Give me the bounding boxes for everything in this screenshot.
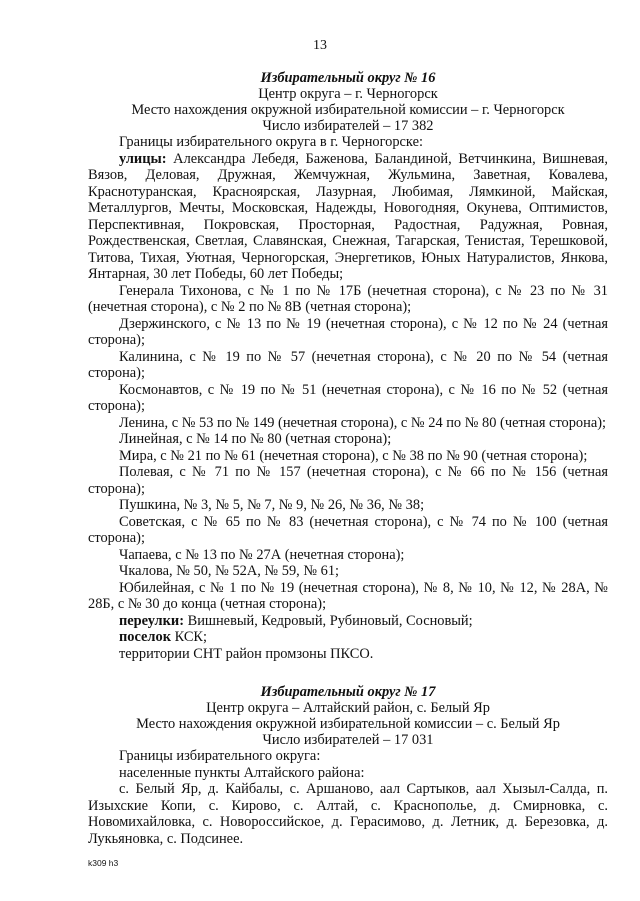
district-16-title: Избирательный округ № 16 bbox=[260, 70, 436, 86]
district-16-street-items bbox=[88, 283, 608, 613]
street-item: Линейная, с № 14 по № 80 (четная сторона); bbox=[119, 431, 392, 447]
streets-list: Александра Лебедя, Баженова, Баландиной, Ветчинкина, Вишневая, Вязов, Деловая, Дружная, Жемчужная, Жульмина, Заветная, Ковалева, Краснотуранская, Красноярская, Лазурная, Любимая, Лямкиной, Майская, Металлургов, Мечты, Московская, Надежды, Новогодняя, Окунева, Оптимистов, Перспективная, Покровская, Просторная, Радостная, Радужная, Ровная, Рождественская, Светлая, Славянская, Снежная, Тагарская, Тенистая, Терешковой, Титова, Тихая, Уютная, Черногорская, Энергетиков, Юных Натуралистов, Янкова, Янтарная, 30 лет Победы, 60 лет Победы; bbox=[88, 150, 608, 282]
district-17-section bbox=[88, 684, 608, 847]
page-number: 13 bbox=[313, 38, 327, 53]
village-name: КСК; bbox=[171, 629, 208, 645]
district-16-streets bbox=[88, 151, 608, 283]
district-17-bounds-intro: Границы избирательного округа: bbox=[119, 748, 321, 764]
district-16-lanes bbox=[88, 613, 608, 630]
street-item: Генерала Тихонова, с № 1 по № 17Б (нечетная сторона), с № 23 по № 31 (нечетная сторона), с № 2 по № 8В (четная сторона); bbox=[88, 282, 608, 315]
street-item: Пушкина, № 3, № 5, № 7, № 9, № 26, № 36, № 38; bbox=[119, 497, 425, 513]
streets-label: улицы: bbox=[119, 150, 167, 167]
street-item: Ленина, с № 53 по № 149 (нечетная сторона), с № 24 по № 80 (четная сторона); bbox=[119, 414, 607, 431]
street-item: Юбилейная, с № 1 по № 19 (нечетная сторона), № 8, № 10, № 12, № 28А, № 28Б, с № 30 до конца (четная сторона); bbox=[88, 579, 608, 612]
street-item: Космонавтов, с № 19 по № 51 (нечетная сторона), с № 16 по № 52 (четная сторона); bbox=[88, 381, 608, 414]
district-16-village bbox=[88, 629, 608, 646]
street-item: Калинина, с № 19 по № 57 (нечетная сторона), с № 20 по № 54 (четная сторона); bbox=[88, 348, 608, 381]
footer-code: k309 h3 bbox=[88, 858, 119, 868]
street-item: Чапаева, с № 13 по № 27А (нечетная сторона); bbox=[119, 546, 405, 563]
district-17-title: Избирательный округ № 17 bbox=[260, 684, 436, 700]
district-17-settlements: с. Белый Яр, д. Кайбалы, с. Аршаново, аал Сартыков, аал Хызыл-Салда, п. Изыхские Копи, с. Кирово, с. Алтай, с. Краснополье, д. Смирновка, с. Новомихайловка, с. Новороссийское, д. Герасимово, д. Летник, д. Березовка, д. Лукьяновка, с. Подсинее. bbox=[88, 781, 608, 847]
district-16-territory: территории СНТ район промзоны ПКСО. bbox=[119, 645, 374, 662]
street-item: Советская, с № 65 по № 83 (нечетная сторона), с № 74 по № 100 (четная сторона); bbox=[88, 513, 608, 546]
lanes-label: переулки: bbox=[119, 612, 184, 629]
district-16-center: Центр округа – г. Черногорск bbox=[258, 86, 438, 102]
district-16-section bbox=[88, 70, 608, 662]
street-item: Дзержинского, с № 13 по № 19 (нечетная сторона), с № 12 по № 24 (четная сторона); bbox=[88, 315, 608, 348]
street-item: Полевая, с № 71 по № 157 (нечетная сторона), с № 66 по № 156 (четная сторона); bbox=[88, 464, 608, 497]
district-17-voters: Число избирателей – 17 031 bbox=[262, 732, 434, 748]
village-label: поселок bbox=[119, 629, 171, 645]
street-item: Мира, с № 21 по № 61 (нечетная сторона), с № 38 по № 90 (четная сторона); bbox=[119, 447, 588, 464]
district-16-bounds-intro: Границы избирательного округа в г. Черногорске: bbox=[119, 134, 423, 150]
lanes-list: Вишневый, Кедровый, Рубиновый, Сосновый; bbox=[184, 612, 473, 629]
district-16-commission: Место нахождения окружной избирательной комиссии – г. Черногорск bbox=[131, 102, 565, 118]
district-16-voters: Число избирателей – 17 382 bbox=[262, 118, 434, 134]
district-17-commission: Место нахождения окружной избирательной комиссии – с. Белый Яр bbox=[136, 716, 560, 732]
district-17-center: Центр округа – Алтайский район, с. Белый Яр bbox=[206, 700, 490, 716]
street-item: Чкалова, № 50, № 52А, № 59, № 61; bbox=[119, 563, 340, 579]
district-17-settlements-intro: населенные пункты Алтайского района: bbox=[119, 764, 365, 781]
